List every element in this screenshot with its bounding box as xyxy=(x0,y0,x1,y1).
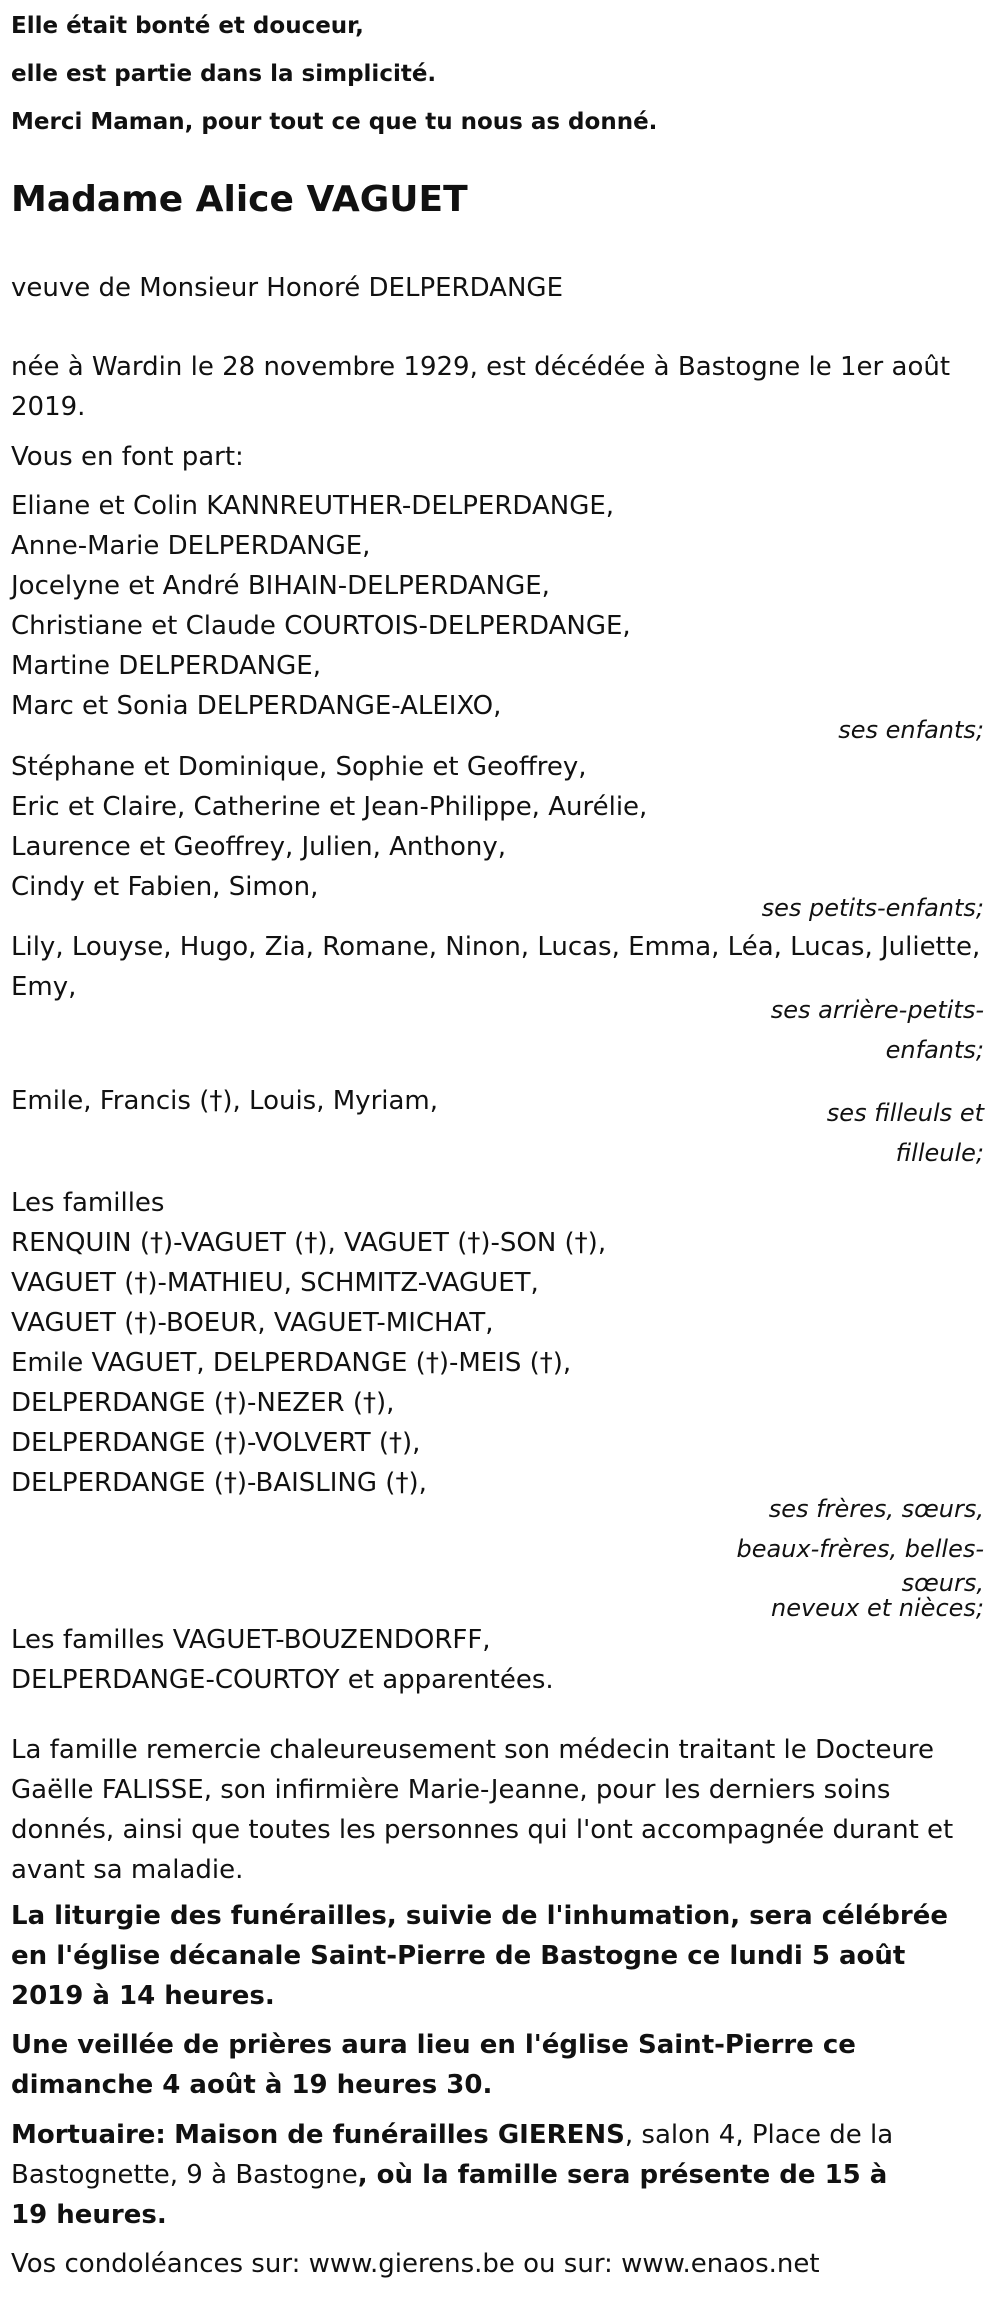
list-item: Emile VAGUET, DELPERDANGE (†)-MEIS (†), xyxy=(11,1348,572,1378)
list-item: Martine DELPERDANGE, xyxy=(11,651,321,681)
list-item: Stéphane et Dominique, Sophie et Geoffrey, xyxy=(11,752,587,782)
list-item: Eliane et Colin KANNREUTHER-DELPERDANGE, xyxy=(11,491,615,521)
list-item: Les familles VAGUET-BOUZENDORFF, xyxy=(11,1625,491,1655)
list-item: DELPERDANGE (†)-BAISLING (†), xyxy=(11,1468,427,1498)
list-item: VAGUET (†)-BOEUR, VAGUET-MICHAT, xyxy=(11,1308,494,1338)
relation-label: ses frères, sœurs, xyxy=(768,1495,984,1523)
list-item: Eric et Claire, Catherine et Jean-Philippe, Aurélie, xyxy=(11,792,648,822)
related-families xyxy=(11,1620,986,1700)
funeral-home: Maison de funérailles GIERENS xyxy=(174,2120,625,2150)
list-item: Laurence et Geoffrey, Julien, Anthony, xyxy=(11,832,507,862)
list-item: DELPERDANGE (†)-VOLVERT (†), xyxy=(11,1428,421,1458)
list-item: Marc et Sonia DELPERDANGE-ALEIXO, xyxy=(11,691,502,721)
intro-line: Vous en font part: xyxy=(11,442,244,472)
families-list xyxy=(11,1183,986,1503)
list-item: DELPERDANGE-COURTOY et apparentées. xyxy=(11,1665,554,1695)
list-item: VAGUET (†)-MATHIEU, SCHMITZ-VAGUET, xyxy=(11,1268,539,1298)
relation-label: ses enfants; xyxy=(838,716,984,744)
children-list xyxy=(11,486,986,726)
list-item: RENQUIN (†)-VAGUET (†), VAGUET (†)-SON (†), xyxy=(11,1228,607,1258)
epigraph-line: Merci Maman, pour tout ce que tu nous as donné. xyxy=(11,109,658,135)
list-item: Anne-Marie DELPERDANGE, xyxy=(11,531,371,561)
family-presence: , où la famille sera présente de 15 à 19 heures. xyxy=(11,2160,888,2230)
relation-label: sœurs, xyxy=(901,1569,984,1597)
mortuary-address: , salon 4, Place de la Bastognette, 9 à Bastogne xyxy=(11,2120,894,2190)
epigraph-line: Elle était bonté et douceur, xyxy=(11,13,364,39)
list-item: DELPERDANGE (†)-NEZER (†), xyxy=(11,1388,395,1418)
widow-line: veuve de Monsieur Honoré DELPERDANGE xyxy=(11,273,563,303)
epigraph xyxy=(11,2,986,146)
godchildren-line: Emile, Francis (†), Louis, Myriam, xyxy=(11,1086,439,1116)
relation-label: ses arrière-petits- xyxy=(770,996,984,1024)
grandchildren-list xyxy=(11,747,986,907)
great-grandchildren-line: Lily, Louyse, Hugo, Zia, Romane, Ninon, Lucas, Emma, Léa, Lucas, Juliette, Emy, xyxy=(11,932,981,1002)
birth-death-line: née à Wardin le 28 novembre 1929, est décédée à Bastogne le 1er août 2019. xyxy=(11,352,951,422)
deceased-name: Madame Alice VAGUET xyxy=(11,179,468,220)
relation-label: enfants; xyxy=(885,1036,984,1064)
list-item: Jocelyne et André BIHAIN-DELPERDANGE, xyxy=(11,571,550,601)
relation-label: ses filleuls et xyxy=(826,1099,984,1127)
relation-label: beaux-frères, belles- xyxy=(736,1535,984,1563)
list-item: Cindy et Fabien, Simon, xyxy=(11,872,319,902)
thanks-paragraph: La famille remercie chaleureusement son médecin traitant le Docteure Gaëlle FALISSE, son infirmière Marie-Jeanne, pour les derniers soins donnés, ainsi que toutes les personnes qui l'ont accompagnée durant et avant sa maladie. xyxy=(11,1735,954,1885)
vigil-paragraph: Une veillée de prières aura lieu en l'église Saint-Pierre ce dimanche 4 août à 19 heures 30. xyxy=(11,2030,856,2100)
mortuary-paragraph xyxy=(11,2115,911,2235)
condolences-line: Vos condoléances sur: www.gierens.be ou sur: www.enaos.net xyxy=(11,2249,820,2279)
relation-label: neveux et nièces; xyxy=(771,1594,984,1622)
mortuary-label: Mortuaire: xyxy=(11,2120,166,2150)
liturgy-paragraph: La liturgie des funérailles, suivie de l'inhumation, sera célébrée en l'église décanale Saint-Pierre de Bastogne ce lundi 5 août 2019 à 14 heures. xyxy=(11,1901,948,2011)
list-item: Les familles xyxy=(11,1188,165,1218)
relation-label: ses petits-enfants; xyxy=(761,894,984,922)
list-item: Christiane et Claude COURTOIS-DELPERDANGE, xyxy=(11,611,631,641)
relation-label: filleule; xyxy=(895,1139,984,1167)
epigraph-line: elle est partie dans la simplicité. xyxy=(11,61,437,87)
